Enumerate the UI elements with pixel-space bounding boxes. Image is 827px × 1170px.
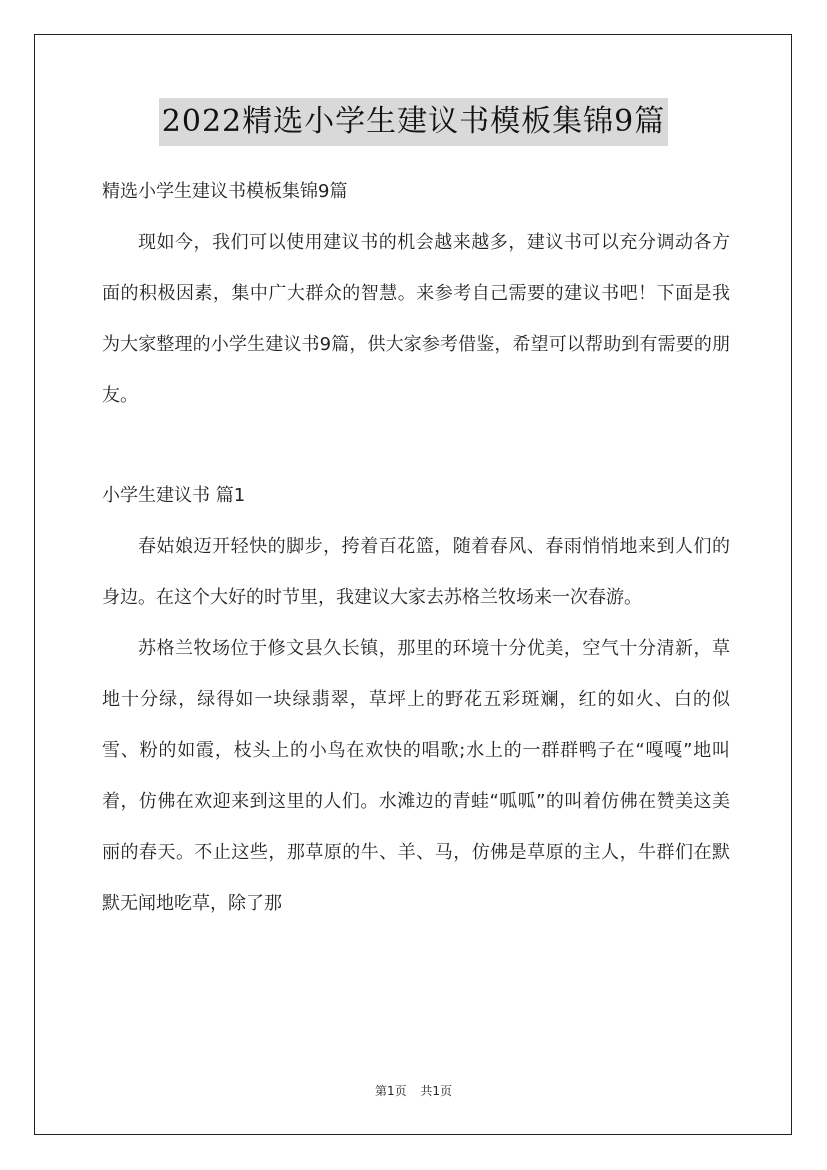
document-subtitle: 精选小学生建议书模板集锦9篇	[102, 181, 348, 202]
section-heading: 小学生建议书 篇1	[102, 485, 246, 506]
document-title: 2022精选小学生建议书模板集锦9篇	[159, 98, 668, 146]
page-number: 第1页	[374, 1084, 407, 1098]
intro-paragraph: 现如今，我们可以使用建议书的机会越来越多，建议书可以充分调动各方面的积极因素，集中广大群众的智慧。来参考自己需要的建议书吧！下面是我为大家整理的小学生建议书9篇，供大家参考借鉴，希望可以帮助到有需要的朋友。	[102, 232, 730, 406]
body-paragraph-2: 苏格兰牧场位于修文县久长镇，那里的环境十分优美，空气十分清新，草地十分绿，绿得如一块绿翡翠，草坪上的野花五彩斑斓，红的如火、白的似雪、粉的如霞，枝头上的小鸟在欢快的唱歌;水上的一群群鸭子在“嘎嘎”地叫着，仿佛在欢迎来到这里的人们。水滩边的青蛙“呱呱”的叫着仿佛在赞美这美丽的春天。不止这些，那草原的牛、羊、马，仿佛是草原的主人，牛群们在默默无闻地吃草，除了那	[102, 638, 730, 914]
body-paragraph-1: 春姑娘迈开轻快的脚步，挎着百花篮，随着春风、春雨悄悄地来到人们的身边。在这个大好的时节里，我建议大家去苏格兰牧场来一次春游。	[102, 536, 730, 608]
title-container	[0, 98, 827, 146]
document-body	[102, 166, 730, 929]
page-footer	[0, 1082, 827, 1099]
page-total: 共1页	[420, 1084, 453, 1098]
